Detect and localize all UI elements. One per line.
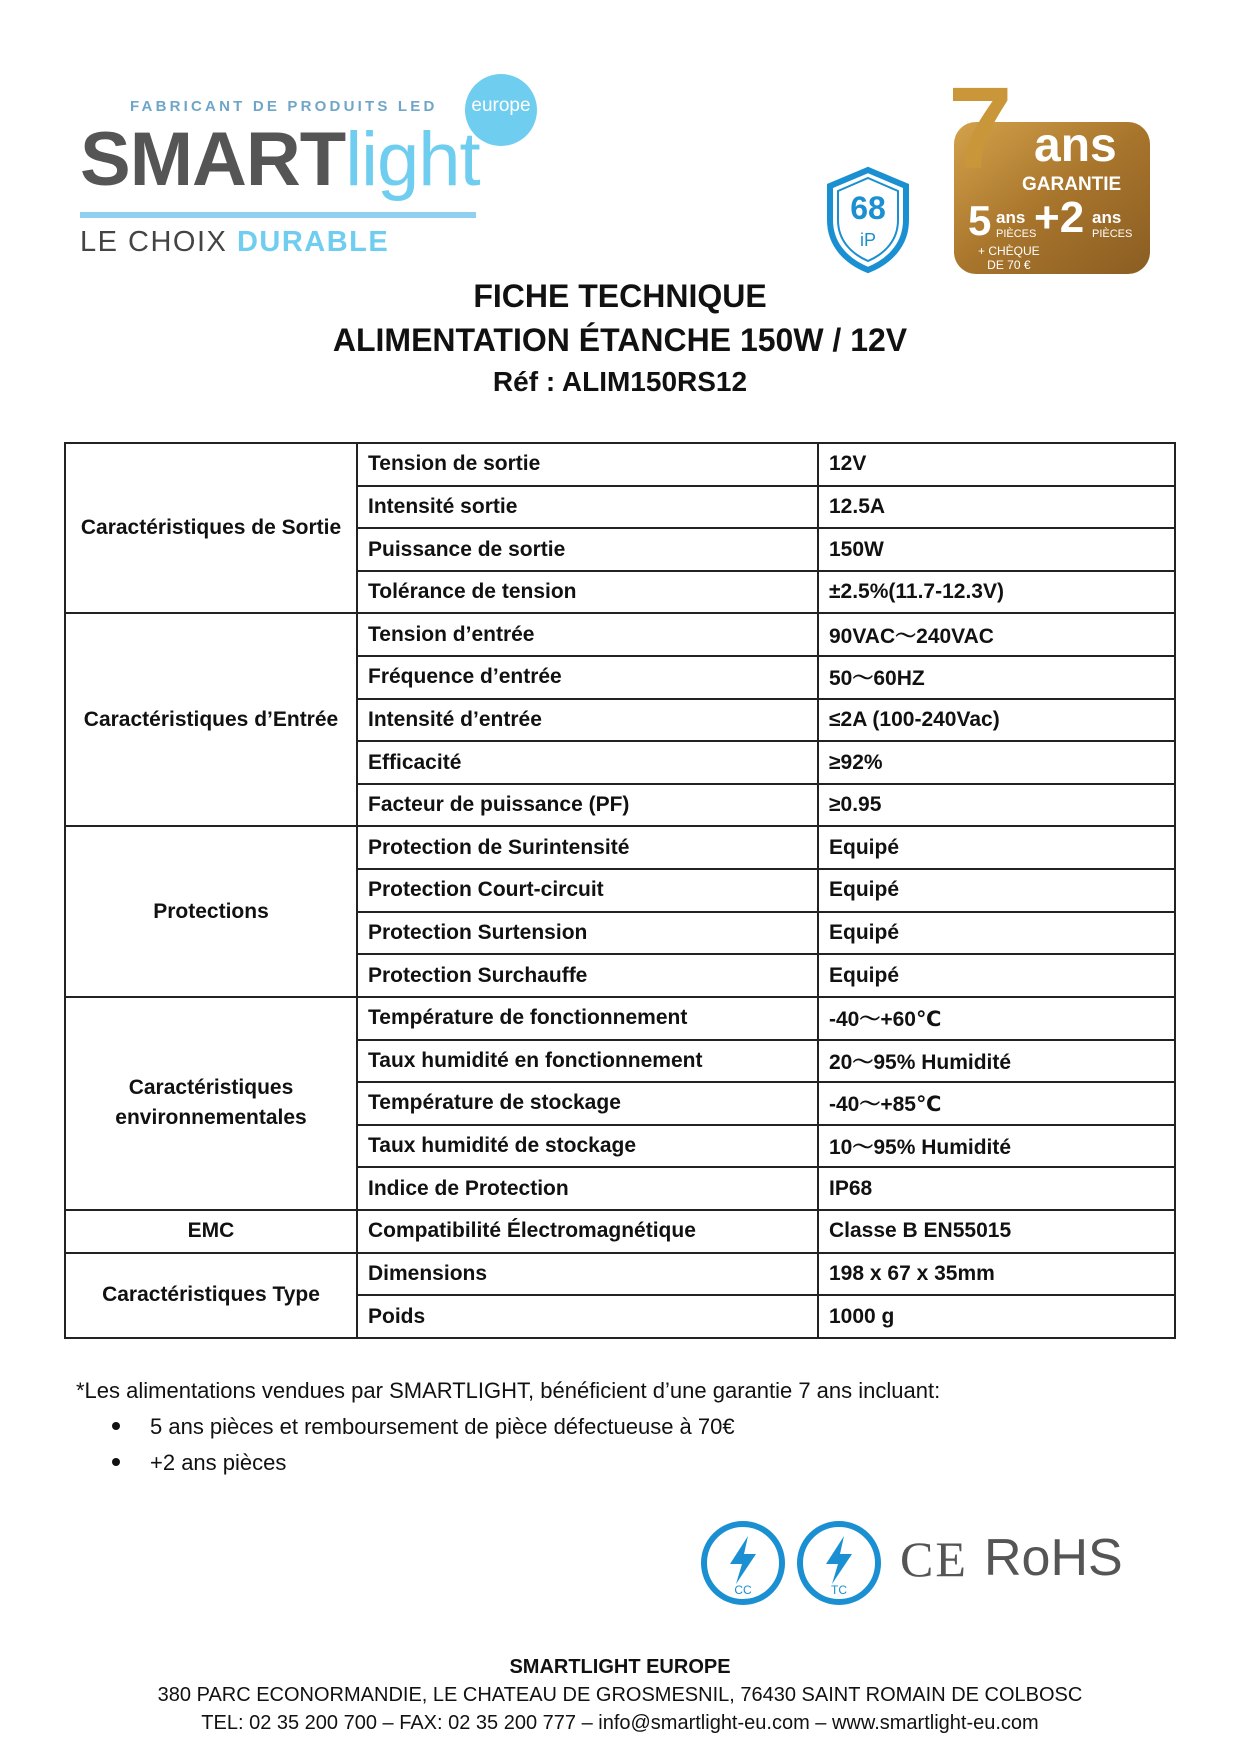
group-name-line1: Caractéristiques — [128, 1076, 294, 1100]
logo-slogan — [80, 226, 389, 259]
guarantee-label: GARANTIE — [1022, 174, 1122, 195]
ip68-badge — [822, 164, 914, 276]
group-cell: Caractéristiques d’Entrée — [65, 613, 357, 826]
logo-brand — [80, 117, 480, 202]
spec-value: Classe B EN55015 — [818, 1210, 1175, 1253]
guarantee-plus-two: +2 — [1034, 193, 1085, 242]
list-item-text: 5 ans pièces et remboursement de pièce défectueuse à 70€ — [150, 1414, 735, 1439]
footer-contact: TEL: 02 35 200 700 – FAX: 02 35 200 777 – info@smartlight-eu.com – www.smartlight-eu.com — [201, 1712, 1039, 1734]
footer-company: SMARTLIGHT EUROPE — [509, 1656, 731, 1678]
table-row — [65, 1210, 1175, 1253]
spec-value: IP68 — [818, 1167, 1175, 1210]
spec-label: Température de fonctionnement — [357, 997, 818, 1040]
ip-rating-number: 68 — [850, 190, 886, 226]
group-cell: Protections — [65, 826, 357, 996]
lightning-icon — [700, 1520, 786, 1606]
logo-brand-light: light — [345, 117, 480, 202]
rohs-mark: RoHS — [984, 1529, 1123, 1587]
product-reference: Réf : ALIM150RS12 — [492, 366, 748, 397]
spec-label: Intensité sortie — [357, 486, 818, 529]
spec-value: 10～95% Humidité — [818, 1125, 1175, 1168]
footer-address: 380 PARC ECONORMANDIE, LE CHATEAU DE GROSMESNIL, 76430 SAINT ROMAIN DE COLBOSC — [157, 1684, 1083, 1706]
spec-value: 198 x 67 x 35mm — [818, 1253, 1175, 1296]
group-cell: Caractéristiques Type — [65, 1253, 357, 1338]
table-row — [65, 1253, 1175, 1296]
spec-label: Dimensions — [357, 1253, 818, 1296]
guarantee-five: 5 — [968, 197, 992, 244]
ip-rating-label: iP — [859, 230, 876, 250]
spec-label: Fréquence d’entrée — [357, 656, 818, 699]
spec-label: Tension d’entrée — [357, 613, 818, 656]
tc-label: TC — [831, 1583, 847, 1597]
ce-mark: CE — [900, 1531, 968, 1587]
table-row — [65, 997, 1175, 1040]
document-title: FICHE TECHNIQUE — [473, 278, 767, 314]
guarantee-five-pieces: PIÈCES — [996, 228, 1037, 240]
spec-value: ≤2A (100-240Vac) — [818, 699, 1175, 742]
spec-value: 50～60HZ — [818, 656, 1175, 699]
guarantee-two-ans: ans — [1092, 208, 1122, 227]
guarantee-two-pieces: PIÈCES — [1092, 228, 1133, 240]
guarantee-years: 7 — [948, 63, 1013, 193]
spec-value: Equipé — [818, 826, 1175, 869]
cc-certification-icon — [700, 1520, 786, 1606]
spec-label: Intensité d’entrée — [357, 699, 818, 742]
group-name-line2: environnementales — [115, 1106, 307, 1130]
guarantee-ans: ans — [1034, 119, 1117, 172]
company-logo — [80, 70, 550, 270]
cc-label: CC — [734, 1583, 752, 1597]
logo-divider — [80, 212, 476, 218]
spec-label: Indice de Protection — [357, 1167, 818, 1210]
guarantee-cheque-line1: + CHÈQUE — [978, 244, 1040, 258]
spec-label: Température de stockage — [357, 1082, 818, 1125]
table-row — [65, 443, 1175, 486]
logo-tagline: FABRICANT DE PRODUITS LED — [130, 98, 438, 115]
spec-value: Equipé — [818, 954, 1175, 997]
product-name: ALIMENTATION ÉTANCHE 150W / 12V — [332, 322, 908, 358]
spec-value: 20～95% Humidité — [818, 1040, 1175, 1083]
spec-table — [64, 442, 1176, 1339]
spec-label: Taux humidité de stockage — [357, 1125, 818, 1168]
spec-label: Protection de Surintensité — [357, 826, 818, 869]
spec-value: -40～+60℃ — [818, 997, 1175, 1040]
bullet-icon — [112, 1458, 120, 1466]
spec-value: ≥0.95 — [818, 784, 1175, 827]
spec-label: Protection Surchauffe — [357, 954, 818, 997]
spec-label: Protection Surtension — [357, 912, 818, 955]
lightning-icon — [796, 1520, 882, 1606]
spec-value: Equipé — [818, 869, 1175, 912]
spec-label: Efficacité — [357, 741, 818, 784]
spec-value: ±2.5%(11.7-12.3V) — [818, 571, 1175, 614]
spec-label: Tension de sortie — [357, 443, 818, 486]
spec-label: Poids — [357, 1295, 818, 1338]
logo-slogan-bold: DURABLE — [236, 226, 390, 258]
table-row — [65, 826, 1175, 869]
guarantee-cheque-line2: DE 70 € — [987, 258, 1031, 272]
guarantee-five-ans: ans — [996, 208, 1026, 227]
spec-label: Compatibilité Électromagnétique — [357, 1210, 818, 1253]
spec-value: 12V — [818, 443, 1175, 486]
spec-label: Protection Court-circuit — [357, 869, 818, 912]
tc-certification-icon — [796, 1520, 882, 1606]
logo-slogan-plain: LE CHOIX — [80, 226, 228, 258]
list-item-text: +2 ans pièces — [150, 1450, 287, 1475]
spec-value: 1000 g — [818, 1295, 1175, 1338]
spec-label: Puissance de sortie — [357, 528, 818, 571]
spec-value: -40～+85℃ — [818, 1082, 1175, 1125]
logo-europe-bubble: europe — [465, 74, 537, 146]
guarantee-badge — [948, 63, 1154, 280]
spec-value: 12.5A — [818, 486, 1175, 529]
guarantee-cheque — [978, 244, 1040, 272]
guarantee-note: *Les alimentations vendues par SMARTLIGHT, bénéficient d’une garantie 7 ans incluant: — [76, 1378, 941, 1403]
spec-value: 90VAC～240VAC — [818, 613, 1175, 656]
table-row — [65, 613, 1175, 656]
spec-value: ≥92% — [818, 741, 1175, 784]
list-item — [112, 1450, 286, 1476]
spec-value: Equipé — [818, 912, 1175, 955]
logo-brand-bold: SMART — [80, 117, 346, 202]
list-item — [112, 1414, 735, 1440]
spec-label: Taux humidité en fonctionnement — [357, 1040, 818, 1083]
group-cell: Caractéristiques de Sortie — [65, 443, 357, 613]
spec-label: Tolérance de tension — [357, 571, 818, 614]
group-cell — [65, 997, 357, 1210]
group-cell: EMC — [65, 1210, 357, 1253]
spec-value: 150W — [818, 528, 1175, 571]
spec-label: Facteur de puissance (PF) — [357, 784, 818, 827]
bullet-icon — [112, 1422, 120, 1430]
